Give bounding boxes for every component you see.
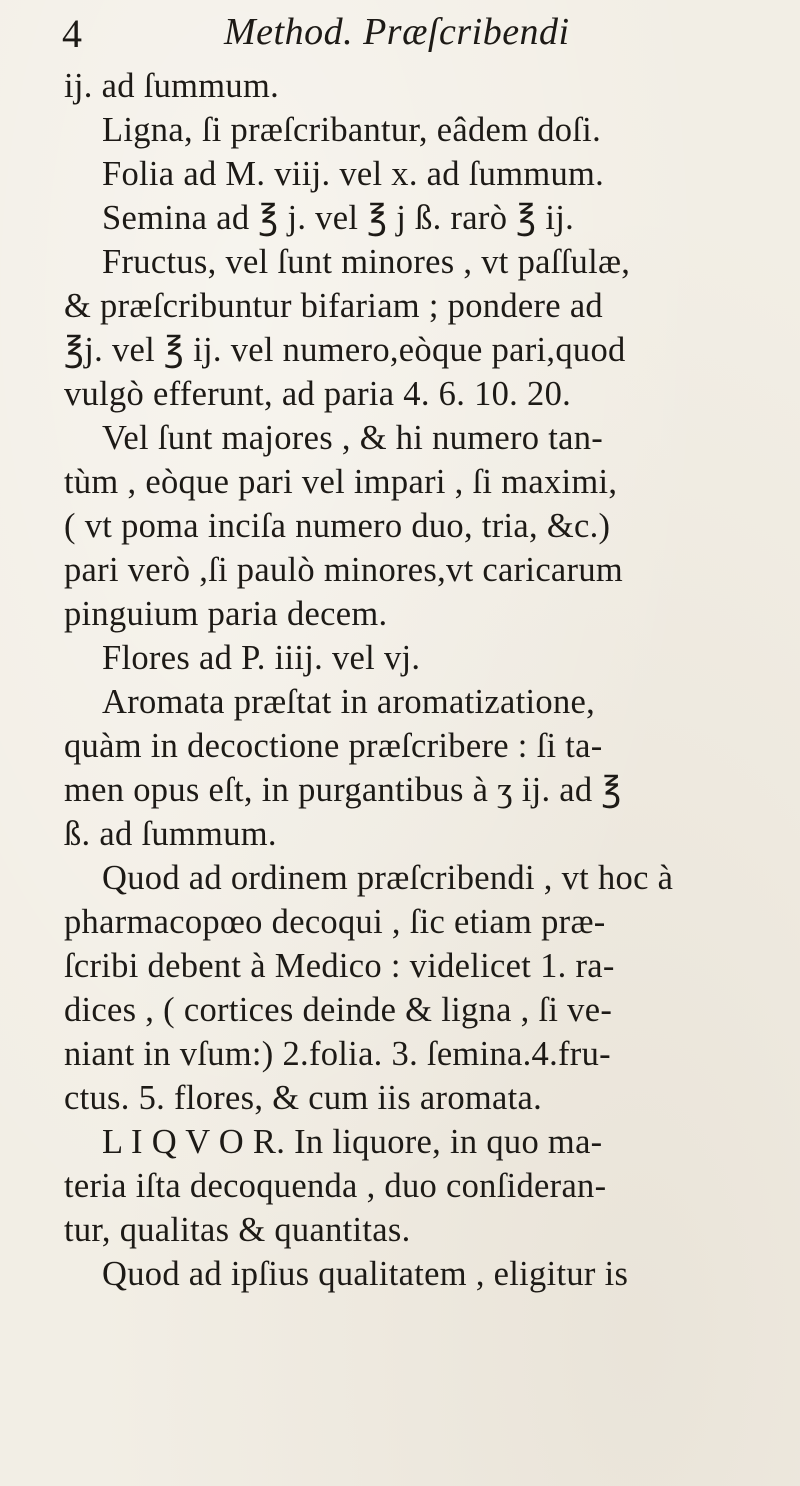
- page-header: [62, 6, 762, 58]
- text-line: vulgò efferunt, ad paria 4. 6. 10. 20.: [64, 375, 572, 413]
- text-line: pinguium paria decem.: [64, 595, 388, 633]
- text-line: Semina ad ℥ j. vel ℥ j ß. rarò ℥ ij.: [102, 199, 575, 237]
- text-line: pari verò ,ſi paulò minores,vt caricarum: [64, 551, 624, 589]
- text-line: Vel ſunt majores , & hi numero tan-: [102, 419, 604, 457]
- text-line: ſcribi debent à Medico : videlicet 1. ra-: [64, 947, 615, 985]
- text-line: ctus. 5. flores, & cum iis aromata.: [64, 1079, 543, 1117]
- text-line: pharmacopœo decoqui , ſic etiam præ-: [64, 903, 606, 941]
- running-head: Method. Præſcribendi: [224, 11, 570, 53]
- text-line: Ligna, ſi præſcribantur, eâdem doſi.: [102, 111, 601, 149]
- text-line: teria iſta decoquenda , duo conſideran-: [64, 1167, 607, 1205]
- text-line: ß. ad ſummum.: [64, 815, 277, 853]
- text-line: Aromata præſtat in aromatizatione,: [102, 683, 596, 721]
- text-line: ( vt poma inciſa numero duo, tria, &c.): [64, 507, 611, 545]
- text-line: Fructus, vel ſunt minores , vt paſſulæ,: [102, 243, 631, 281]
- text-line: Quod ad ipſius qualitatem , eligitur is: [102, 1255, 629, 1293]
- text-line: dices , ( cortices deinde & ligna , ſi ve-: [64, 991, 613, 1029]
- text-line: Flores ad P. iiij. vel vj.: [102, 639, 421, 677]
- text-line: L I Q V O R. In liquore, in quo ma-: [102, 1123, 603, 1161]
- text-line: ℥j. vel ℥ ij. vel numero,eòque pari,quod: [64, 331, 626, 369]
- text-line: Folia ad M. viij. vel x. ad ſummum.: [102, 155, 605, 193]
- text-line: quàm in decoctione præſcribere : ſi ta-: [64, 727, 603, 765]
- page-number: 4: [62, 11, 82, 56]
- text-line: niant in vſum:) 2.folia. 3. ſemina.4.fru-: [64, 1035, 611, 1073]
- text-line: men opus eſt, in purgantibus à ʒ ij. ad ℥: [64, 771, 622, 809]
- text-line: tur, qualitas & quantitas.: [64, 1211, 411, 1249]
- text-line: tùm , eòque pari vel impari , ſi maximi,: [64, 463, 618, 501]
- text-line: & præſcribuntur bifariam ; pondere ad: [64, 287, 603, 325]
- text-line: Quod ad ordinem præſcribendi , vt hoc à: [102, 859, 674, 897]
- text-line: ij. ad ſummum.: [64, 67, 280, 105]
